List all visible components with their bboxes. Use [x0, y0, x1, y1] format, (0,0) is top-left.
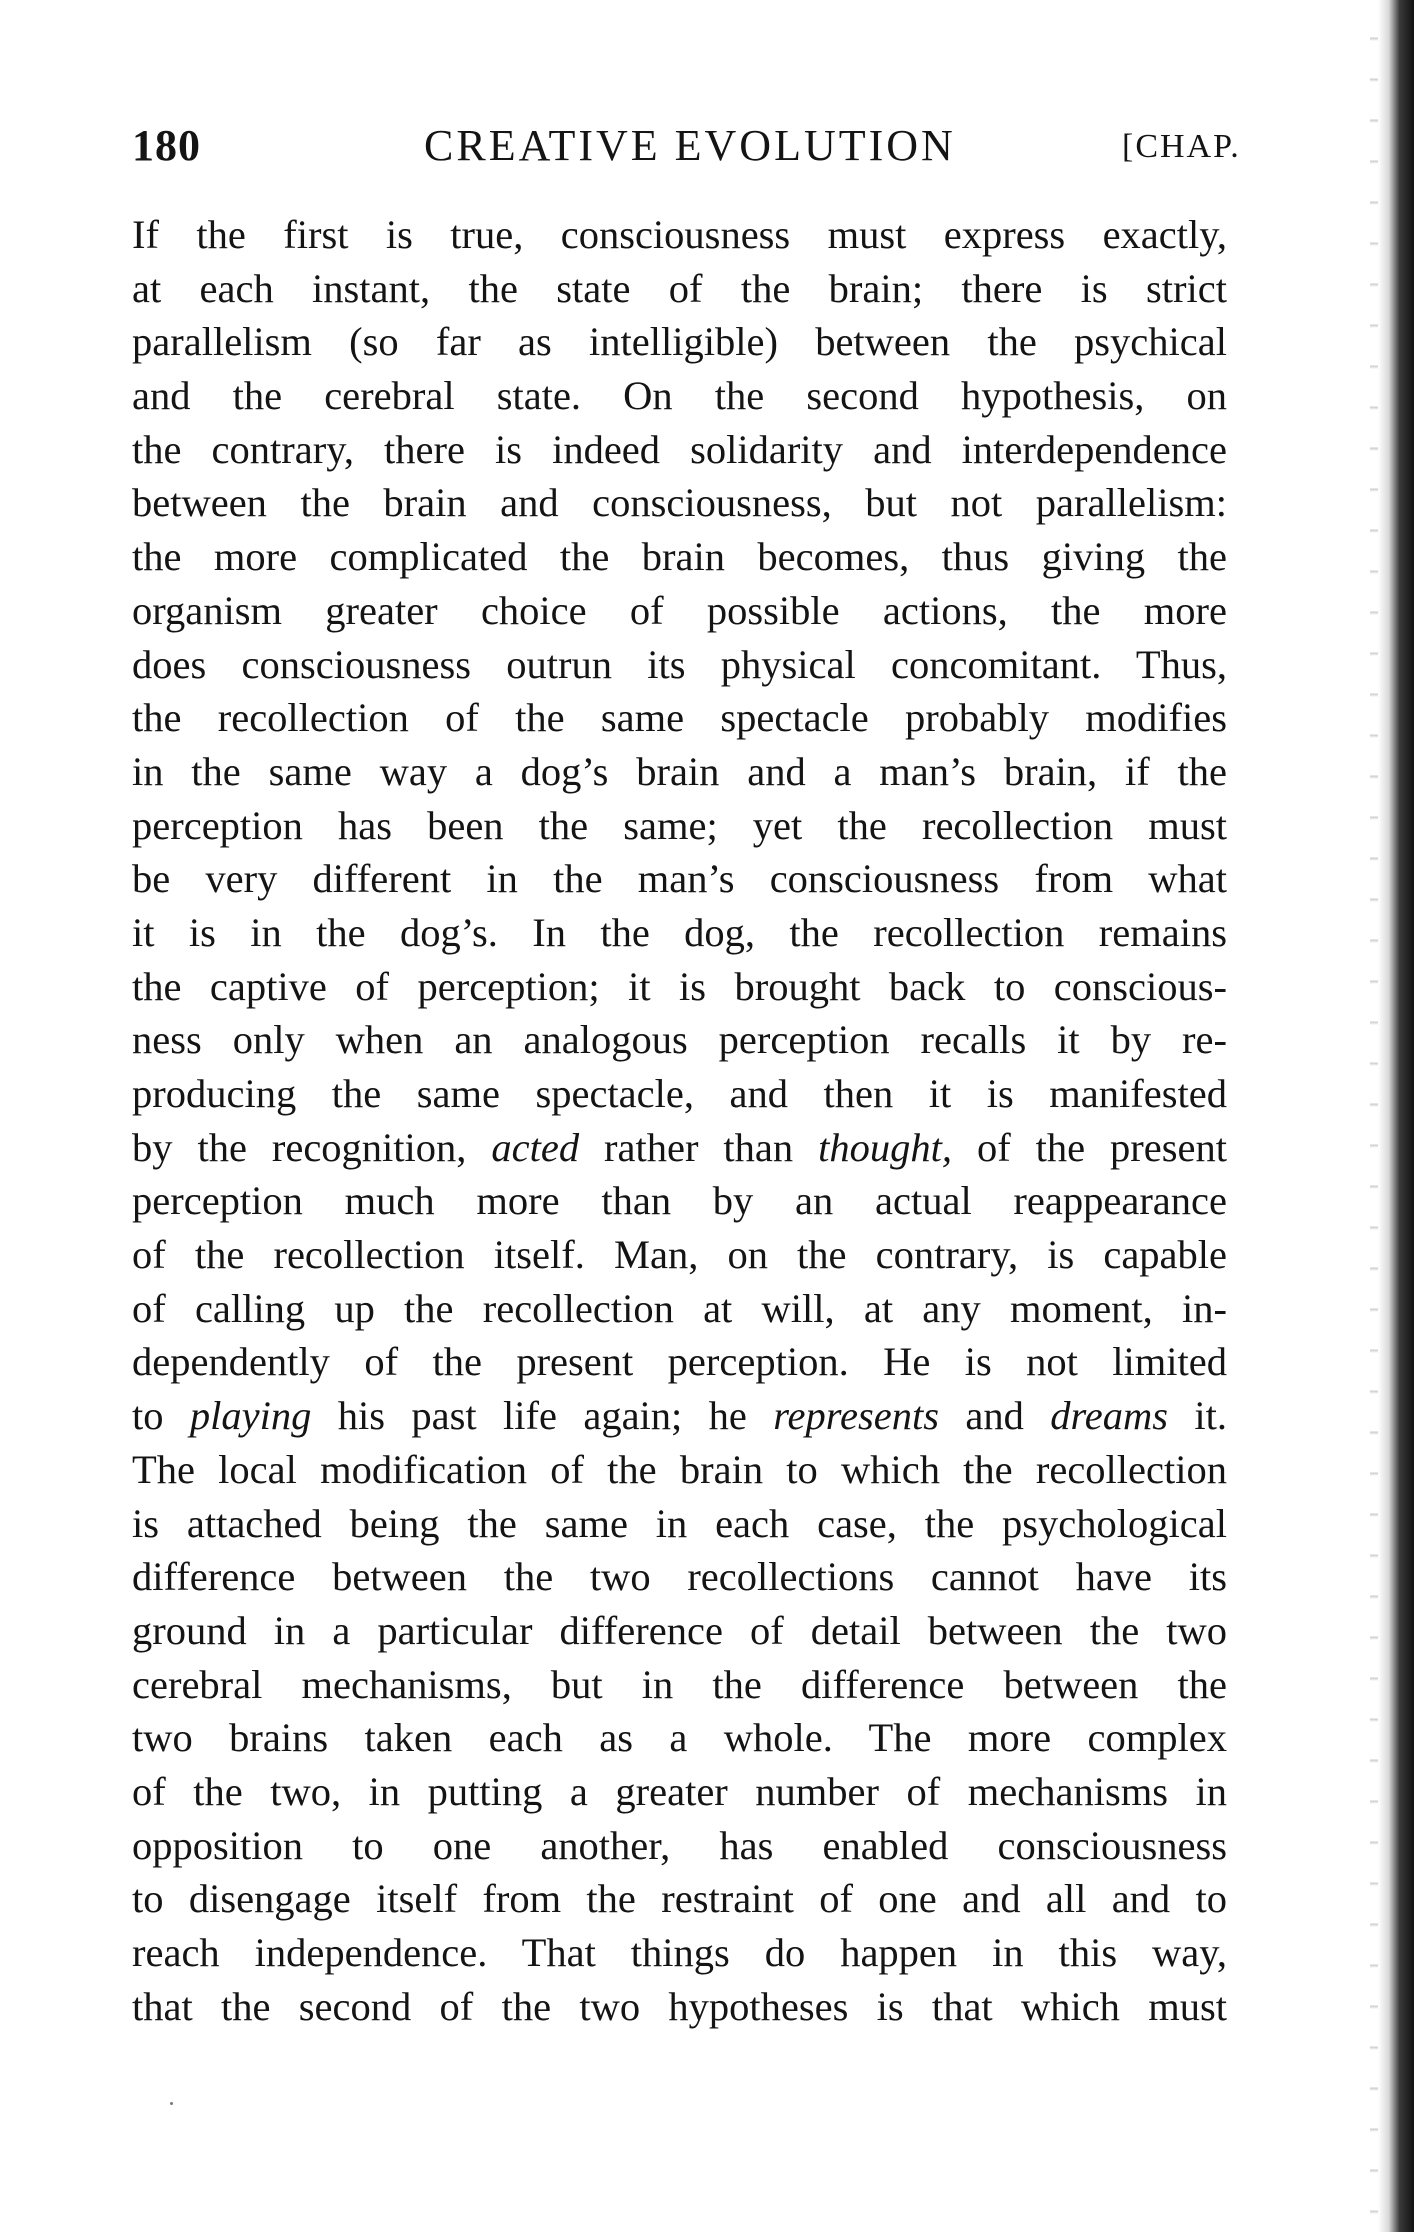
text-segment: rather than: [579, 1124, 819, 1170]
text-line: [132, 530, 1227, 584]
text-line: [132, 1550, 1227, 1604]
running-head: [132, 120, 1241, 180]
text-line: [132, 1067, 1227, 1121]
text-segment: ground in a particular difference of detail between the two: [132, 1607, 1227, 1653]
text-line: [132, 1980, 1227, 2034]
text-line: [132, 1121, 1227, 1175]
text-segment: perception has been the same; yet the recollection must: [132, 802, 1227, 848]
text-segment: in the same way a dog’s brain and a man’s brain, if the: [132, 748, 1227, 794]
text-segment: perception much more than by an actual reappearance: [132, 1178, 1227, 1224]
text-line: [132, 423, 1227, 477]
text-line: [132, 1389, 1227, 1443]
ink-speck: [170, 2102, 173, 2105]
text-line: [132, 1174, 1227, 1228]
text-segment: his past life again; he: [311, 1393, 774, 1439]
text-line: [132, 1872, 1227, 1926]
text-line: [132, 1658, 1227, 1712]
text-segment: is attached being the same in each case, the psychological: [132, 1500, 1227, 1546]
page-number: 180: [132, 121, 201, 170]
text-segment: between the brain and consciousness, but not parallelism:: [132, 480, 1227, 526]
text-segment: by the recognition,: [132, 1124, 492, 1170]
text-line: [132, 262, 1227, 316]
text-line: [132, 1765, 1227, 1819]
text-segment: parallelism (so far as intelligible) between the psychical: [132, 319, 1227, 365]
text-line: [132, 1819, 1227, 1873]
italic-text: dreams: [1050, 1393, 1168, 1439]
text-line: [132, 315, 1227, 369]
text-segment: the more complicated the brain becomes, thus giving the: [132, 534, 1227, 580]
text-segment: be very different in the man’s consciousness from what: [132, 856, 1227, 902]
italic-text: thought,: [818, 1124, 952, 1170]
text-line: [132, 1443, 1227, 1497]
text-line: [132, 1604, 1227, 1658]
text-line: [132, 1013, 1227, 1067]
text-line: [132, 638, 1227, 692]
text-segment: the recollection of the same spectacle probably modifies: [132, 695, 1227, 741]
text-segment: and: [939, 1393, 1051, 1439]
italic-text: represents: [773, 1393, 939, 1439]
text-segment: of the present: [952, 1124, 1227, 1170]
text-segment: it is in the dog’s. In the dog, the recollection remains: [132, 909, 1227, 955]
text-segment: at each instant, the state of the brain; there is strict: [132, 265, 1227, 311]
page-edge-shadow: [1378, 0, 1414, 2232]
text-line: [132, 1926, 1227, 1980]
text-segment: it.: [1167, 1393, 1227, 1439]
text-line: [132, 1711, 1227, 1765]
text-segment: two brains taken each as a whole. The more complex: [132, 1715, 1227, 1761]
text-segment: the contrary, there is indeed solidarity and interdependence: [132, 426, 1227, 472]
text-segment: that the second of the two hypotheses is that which must: [132, 1983, 1227, 2029]
text-segment: If the first is true, consciousness must express exactly,: [132, 212, 1227, 257]
text-line: [132, 906, 1227, 960]
text-segment: the captive of perception; it is brought back to conscious-: [132, 963, 1227, 1009]
text-segment: and the cerebral state. On the second hypothesis, on: [132, 373, 1227, 419]
text-segment: does consciousness outrun its physical concomitant. Thus,: [132, 641, 1227, 687]
chapter-marker: [CHAP.: [1122, 128, 1241, 165]
italic-text: playing: [189, 1393, 312, 1439]
text-segment: ness only when an analogous perception recalls it by re-: [132, 1017, 1227, 1063]
text-line: [132, 1228, 1227, 1282]
text-segment: difference between the two recollections cannot have its: [132, 1554, 1227, 1600]
text-segment: producing the same spectacle, and then it is manifested: [132, 1071, 1227, 1116]
text-segment: of calling up the recollection at will, at any moment, in-: [132, 1285, 1227, 1331]
text-segment: cerebral mechanisms, but in the difference between the: [132, 1661, 1227, 1707]
text-segment: opposition to one another, has enabled consciousness: [132, 1822, 1227, 1868]
running-title: CREATIVE EVOLUTION: [424, 121, 956, 170]
text-line: [132, 476, 1227, 530]
text-segment: The local modification of the brain to which the recollection: [132, 1446, 1227, 1492]
text-line: [132, 369, 1227, 423]
text-line: [132, 852, 1227, 906]
body-text: [132, 208, 1227, 2033]
text-segment: reach independence. That things do happen in this way,: [132, 1930, 1227, 1975]
text-line: [132, 1497, 1227, 1551]
text-line: [132, 745, 1227, 799]
text-line: [132, 584, 1227, 638]
text-line: [132, 208, 1227, 262]
text-line: [132, 960, 1227, 1014]
text-line: [132, 1282, 1227, 1336]
text-line: [132, 1335, 1227, 1389]
text-segment: of the recollection itself. Man, on the contrary, is capable: [132, 1232, 1227, 1278]
italic-text: acted: [491, 1124, 580, 1170]
text-line: [132, 799, 1227, 853]
text-line: [132, 691, 1227, 745]
text-segment: to disengage itself from the restraint of one and all and to: [132, 1876, 1227, 1922]
text-segment: organism greater choice of possible actions, the more: [132, 587, 1227, 633]
text-segment: to: [132, 1393, 190, 1439]
text-segment: dependently of the present perception. He is not limited: [132, 1339, 1227, 1385]
text-segment: of the two, in putting a greater number of mechanisms in: [132, 1768, 1227, 1814]
page-edge-texture: [1370, 0, 1378, 2232]
